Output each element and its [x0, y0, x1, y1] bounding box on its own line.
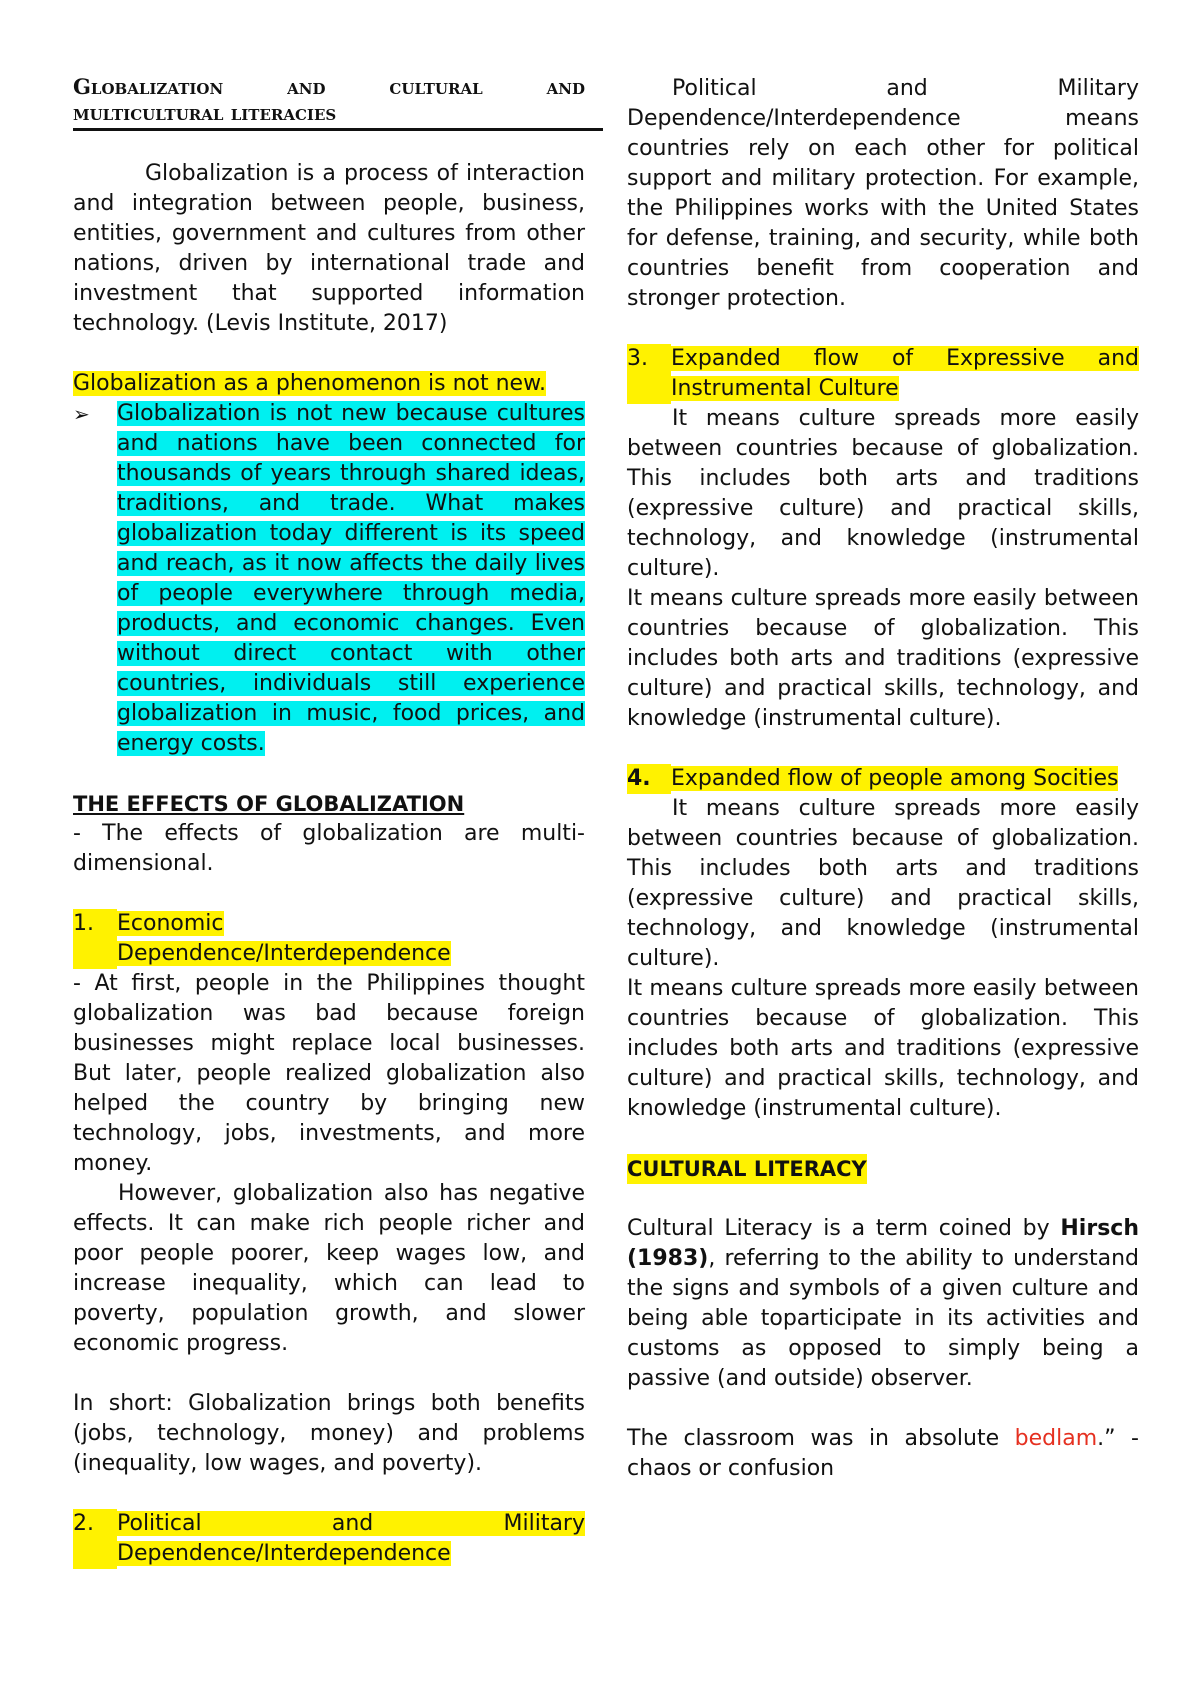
item3-title-text: Expanded flow of Expressive and Instrumental Culture	[671, 346, 1139, 401]
cultural-literacy-heading: CULTURAL LITERACY	[627, 1154, 867, 1184]
right-column	[627, 74, 1139, 1484]
item4-number: 4.	[627, 764, 671, 794]
example-keyword: bedlam	[1014, 1426, 1098, 1451]
item1-title-a: Economic	[117, 911, 224, 936]
item3-paragraph2: It means culture spreads more easily between countries because of globalization. This includes both arts and traditions (expressive culture) and practical skills, technology, and knowledge (instrumental culture).	[627, 586, 1139, 731]
cl-author: Hirsch (1983)	[627, 1216, 1139, 1271]
item3-number: 3.	[627, 344, 671, 404]
effects-intro: - The effects of globalization are multi-dimensional.	[73, 821, 585, 876]
item4-title-text: Expanded flow of people among Socities	[671, 766, 1119, 791]
phenomenon-bullet	[73, 399, 585, 759]
item3-paragraph1: It means culture spreads more easily between countries because of globalization. This includes both arts and traditions (expressive culture) and practical skills, technology, and knowledge (instrumental culture).	[627, 406, 1139, 581]
item2-heading	[73, 1509, 585, 1569]
document-title-line1: Globalization and cultural and	[73, 74, 585, 99]
item1-title	[117, 909, 585, 969]
intro-paragraph: Globalization is a process of interaction and integration between people, business, entities, government and cultures from other nations, driven by international trade and investment that supported information technology. (Levis Institute, 2017)	[73, 161, 585, 336]
in-short-paragraph: In short: Globalization brings both benefits (jobs, technology, money) and problems (inequality, low wages, and poverty).	[73, 1391, 585, 1476]
example-sentence	[627, 1424, 1139, 1484]
phenomenon-bullet-highlight: Globalization is not new because cultures and nations have been connected for thousands of years through shared ideas, traditions, and trade. What makes globalization today different is its speed and reach, as it now affects the daily lives of people everywhere through media, products, and economic changes. Even without direct contact with other countries, individuals still experience globalization in music, food prices, and energy costs.	[117, 401, 585, 756]
item1-heading	[73, 909, 585, 969]
item3-heading	[627, 344, 1139, 404]
item2-number: 2.	[73, 1509, 117, 1569]
item2-body: Political and Military Dependence/Interdependence means countries rely on each other for political support and military protection. For example, the Philippines works with the United States for defense, training, and security, while both countries benefit from cooperation and stronger protection.	[627, 76, 1139, 311]
arrow-bullet-icon: ➢	[73, 402, 90, 426]
item1-title-b: Dependence/Interdependence	[117, 941, 451, 966]
cl-text-a: Cultural Literacy is a term coined by	[627, 1216, 1061, 1241]
phenomenon-heading	[73, 369, 585, 399]
cl-text-b: , referring to the ability to understand the signs and symbols of a given culture and being able toparticipate in its activities and customs as opposed to simply being a passive (and outside) observer.	[627, 1246, 1139, 1391]
item4-paragraph1: It means culture spreads more easily between countries because of globalization. This includes both arts and traditions (expressive culture) and practical skills, technology, and knowledge (instrumental culture).	[627, 796, 1139, 971]
item4-heading	[627, 764, 1139, 794]
item2-title-text: Political and Military Dependence/Interdependence	[117, 1511, 585, 1566]
phenomenon-heading-text: Globalization as a phenomenon is not new.	[73, 371, 547, 396]
item1-number: 1.	[73, 909, 117, 969]
item2-title	[117, 1509, 585, 1569]
phenomenon-bullet-text	[117, 399, 585, 759]
example-text-a: The classroom was in absolute	[627, 1426, 1015, 1451]
item1-paragraph2: However, globalization also has negative effects. It can make rich people richer and poor people poorer, keep wages low, and increase inequality, which can lead to poverty, population growth, and slower economic progress.	[73, 1181, 585, 1356]
document-title-line2: multicultural literacies	[73, 100, 337, 125]
effects-heading: THE EFFECTS OF GLOBALIZATION	[73, 792, 465, 816]
item1-paragraph1: - At first, people in the Philippines thought globalization was bad because foreign businesses might replace local businesses. But later, people realized globalization also helped the country by bringing new technology, jobs, investments, and more money.	[73, 971, 585, 1176]
item4-title	[671, 764, 1139, 794]
cultural-literacy-paragraph	[627, 1214, 1139, 1394]
left-column	[73, 74, 585, 1569]
item3-title	[671, 344, 1139, 404]
example-text-b: .” - chaos or confusion	[627, 1426, 1139, 1481]
item4-paragraph2: It means culture spreads more easily between countries because of globalization. This includes both arts and traditions (expressive culture) and practical skills, technology, and knowledge (instrumental culture).	[627, 976, 1139, 1121]
